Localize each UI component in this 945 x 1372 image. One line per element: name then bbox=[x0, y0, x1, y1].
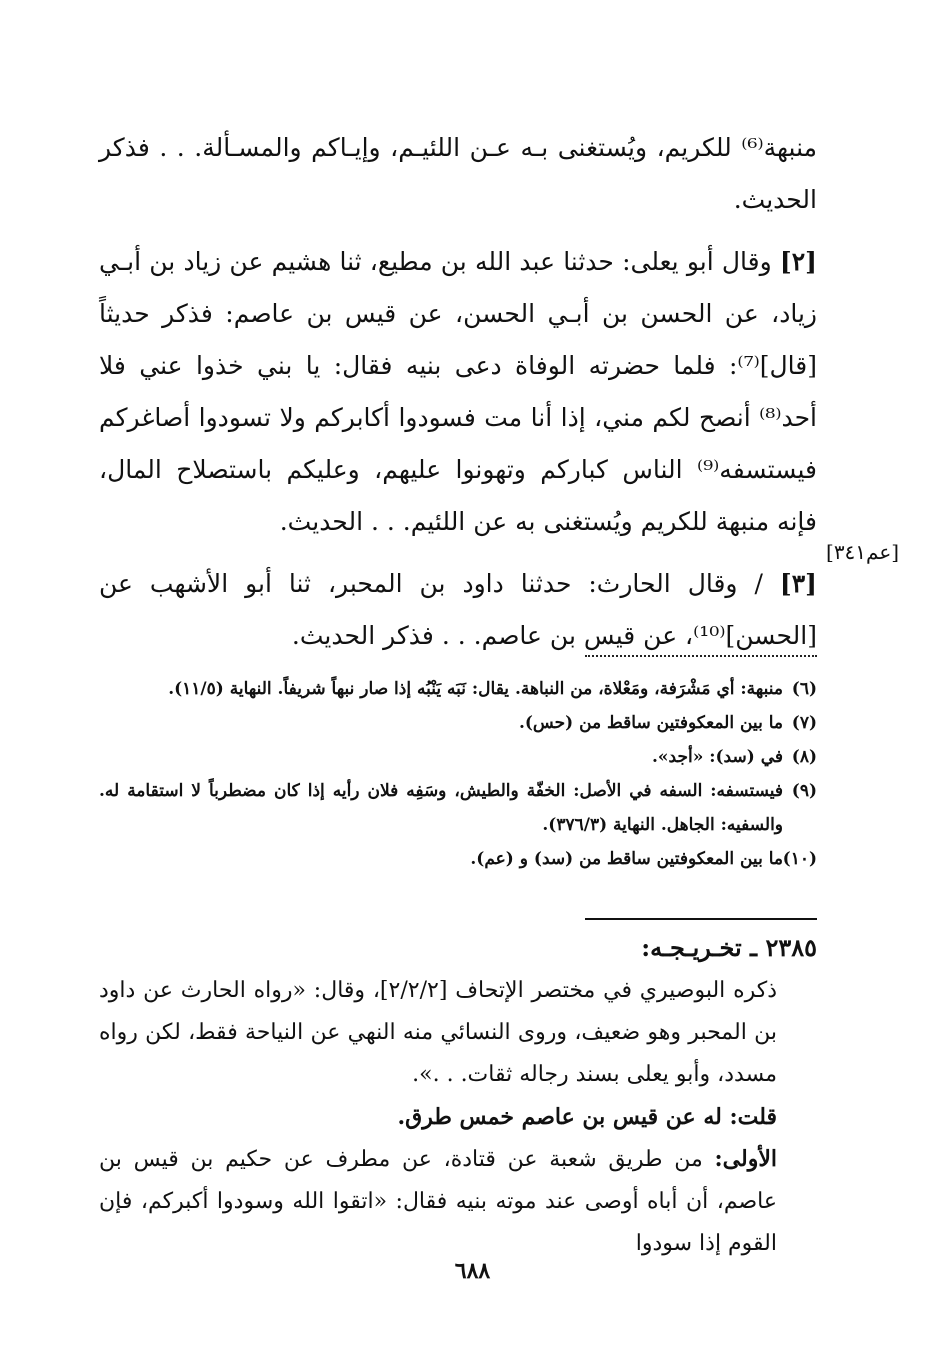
footnote-number: (٩) bbox=[791, 781, 817, 801]
paragraph-2 bbox=[99, 236, 817, 548]
takhrij-paragraph-1: ذكره البوصيري في مختصر الإتحاف [٢/٢/٢]، وقال: «رواه الحارث عن داود بن المحبر وهو ضعيف، وروى النسائي منه النهي عن النياحة فقط، لكن رواه مسدد، وأبو يعلى بسند رجاله ثقات. . .». bbox=[99, 978, 778, 1087]
paragraph-1: منبهة⁽⁶⁾ للكريم، ويُستغنى بـه عـن اللئيـم، وإيـاكم والمسـألة. . . فذكر الحديث. bbox=[99, 133, 817, 214]
footnote-text: منبهة: أي مَشْرَفة، ومَعْلاة، من النباهة. يقال: نَبَه يَنْبُه إذا صار نبهاً شريفاً. النهاية (١١/٥). bbox=[168, 679, 783, 699]
footnote bbox=[99, 672, 817, 706]
paragraph-3 bbox=[99, 558, 817, 662]
footnote-text: ما بين المعكوفتين ساقط من (سد) و (عم). bbox=[470, 849, 783, 869]
paragraph-3-text: / وقال الحارث: حدثنا داود بن المحبر، ثنا أبو الأشهب عن [الحسن]⁽¹⁰⁾، عن قيس بن عاصم. . . فذكر الحديث. bbox=[99, 569, 817, 650]
takhrij-paragraph-2: قلت: له عن قيس بن عاصم خمس طرق. bbox=[397, 1104, 777, 1130]
takhrij-paragraph-3-lead: الأولى: bbox=[714, 1146, 777, 1172]
footnotes bbox=[99, 672, 817, 876]
margin-reference: [عم٣٤١] bbox=[826, 540, 900, 564]
footnote-text: في (سد): «أجد». bbox=[652, 747, 783, 767]
footnote-text: فيستسفه: السفه في الأصل: الخفّة والطيش، وسَفِه فلان رأيه إذا كان مضطرباً لا استقامة له. والسفيه: الجاهل. النهاية (٣٧٦/٣). bbox=[99, 781, 783, 835]
footnote-number: (١٠) bbox=[782, 849, 817, 869]
footnote bbox=[99, 706, 817, 740]
takhrij-paragraph-3 bbox=[99, 1138, 817, 1265]
footnote bbox=[99, 774, 817, 842]
footnote-number: (٦) bbox=[791, 679, 817, 699]
footnote-number: (٧) bbox=[791, 713, 817, 733]
section-separator bbox=[585, 918, 817, 920]
takhrij-heading: ٢٣٨٥ ـ تخـريـجـه: bbox=[641, 933, 817, 962]
takhrij-body bbox=[99, 970, 817, 1265]
page-number: ٦٨٨ bbox=[454, 1258, 491, 1284]
footnote-separator bbox=[585, 655, 817, 657]
footnote bbox=[99, 842, 817, 876]
paragraph-3-number: [٣] bbox=[779, 569, 817, 598]
main-text bbox=[99, 122, 817, 662]
footnote bbox=[99, 740, 817, 774]
takhrij-paragraph-3-text: من طريق شعبة عن قتادة، عن مطرف عن حكيم بن قيس بن عاصم، أن أباه أوصى عند موته بنيه فقال: «اتقوا الله وسودوا أكبركم، فإن القوم إذا سودوا bbox=[99, 1147, 777, 1256]
footnote-number: (٨) bbox=[791, 747, 817, 767]
footnote-text: ما بين المعكوفتين ساقط من (حس). bbox=[518, 713, 783, 733]
paragraph-2-number: [٢] bbox=[779, 247, 817, 276]
paragraph-2-text: وقال أبو يعلى: حدثنا عبد الله بن مطيع، ثنا هشيم عن زياد بن أبـي زياد، عن الحسن بن أبـي الحسن، عن قيس بن عاصم: فذكر حديثاً [قال]⁽⁷⁾: فلما حضرته الوفاة دعى بنيه فقال: يا بني خذوا عني فلا أحد⁽⁸⁾ أنصح لكم مني، إذا أنا مت فسودوا أكابركم ولا تسودوا أصاغركم فيستسفه⁽⁹⁾ الناس كباركم وتهونوا عليهم، وعليكم باستصلاح المال، فإنه منبهة للكريم ويُستغنى به عن اللئيم. . . الحديث. bbox=[99, 247, 817, 536]
